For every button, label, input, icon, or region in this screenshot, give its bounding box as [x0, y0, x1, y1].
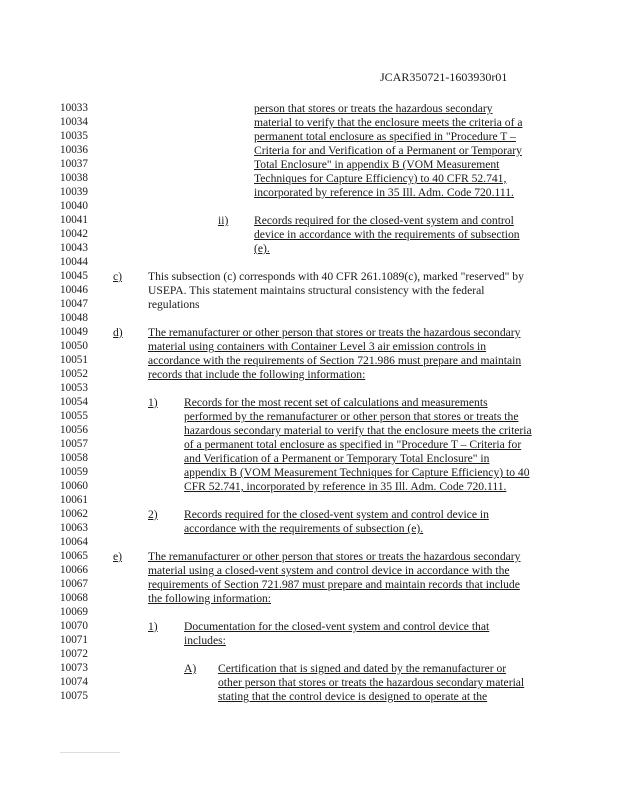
text-line: of a permanent total enclosure as specified in "Procedure T – Criteria for	[184, 438, 522, 451]
line-number: 10041	[60, 214, 88, 226]
line-number: 10075	[60, 690, 88, 702]
text-line: material using a closed-vent system and control device in accordance with the	[148, 564, 510, 577]
text-line: includes:	[184, 634, 226, 647]
line-number: 10036	[60, 144, 88, 156]
line-number: 10064	[60, 536, 88, 548]
line-number: 10040	[60, 200, 88, 212]
line-number: 10062	[60, 508, 88, 520]
line-number: 10069	[60, 606, 88, 618]
footer-rule	[60, 752, 120, 753]
clause-marker: ii)	[218, 214, 229, 227]
line-number: 10045	[60, 270, 88, 282]
line-number: 10055	[60, 410, 88, 422]
text-line: Records required for the closed-vent system and control	[254, 214, 514, 227]
document-id: JCAR350721-1603930r01	[380, 70, 508, 84]
line-number: 10063	[60, 522, 88, 534]
text-line: material to verify that the enclosure meets the criteria of a	[254, 116, 523, 129]
text-line: incorporated by reference in 35 Ill. Adm. Code 720.111.	[254, 186, 514, 199]
text-line: other person that stores or treats the hazardous secondary material	[218, 676, 525, 689]
line-number: 10074	[60, 676, 88, 688]
line-number: 10060	[60, 480, 88, 492]
text-line: regulations	[148, 298, 200, 311]
text-line: permanent total enclosure as specified in "Procedure T –	[254, 130, 516, 143]
text-line: Certification that is signed and dated by the remanufacturer or	[218, 662, 507, 675]
text-line: Records required for the closed-vent system and control device in	[184, 508, 489, 521]
line-number: 10066	[60, 564, 88, 576]
clause-marker: A)	[184, 662, 197, 675]
line-number: 10070	[60, 620, 88, 632]
line-number: 10042	[60, 228, 88, 240]
clause-marker: 1)	[148, 396, 158, 409]
text-line: person that stores or treats the hazardous secondary	[254, 102, 493, 115]
text-line: (e).	[254, 242, 270, 255]
line-number: 10039	[60, 186, 88, 198]
clause-marker: 1)	[148, 620, 158, 633]
line-number: 10059	[60, 466, 88, 478]
text-line: material using containers with Container Level 3 air emission controls in	[148, 340, 487, 353]
text-line: appendix B (VOM Measurement Techniques for Capture Efficiency) to 40	[184, 466, 530, 479]
text-line: Records for the most recent set of calculations and measurements	[184, 396, 488, 409]
line-number: 10071	[60, 634, 88, 646]
line-number: 10046	[60, 284, 88, 296]
text-line: device in accordance with the requirements of subsection	[254, 228, 520, 241]
clause-marker: c)	[113, 270, 123, 283]
text-line: Techniques for Capture Efficiency) to 40 CFR 52.741,	[254, 172, 507, 185]
line-number: 10050	[60, 340, 88, 352]
text-line: Total Enclosure" in appendix B (VOM Measurement	[254, 158, 500, 171]
line-number: 10033	[60, 102, 88, 114]
line-number: 10057	[60, 438, 88, 450]
line-number: 10072	[60, 648, 88, 660]
line-number: 10065	[60, 550, 88, 562]
text-line: USEPA. This statement maintains structural consistency with the federal	[148, 284, 485, 297]
line-number: 10061	[60, 494, 88, 506]
line-number: 10067	[60, 578, 88, 590]
line-number: 10058	[60, 452, 88, 464]
text-line: This subsection (c) corresponds with 40 CFR 261.1089(c), marked "reserved" by	[148, 270, 524, 283]
text-line: records that include the following information:	[148, 368, 366, 381]
clause-marker: 2)	[148, 508, 158, 521]
text-line: The remanufacturer or other person that stores or treats the hazardous secondary	[148, 550, 521, 563]
line-number: 10056	[60, 424, 88, 436]
line-number: 10051	[60, 354, 88, 366]
text-line: performed by the remanufacturer or other person that stores or treats the	[184, 410, 519, 423]
text-line: The remanufacturer or other person that stores or treats the hazardous secondary	[148, 326, 521, 339]
text-line: the following information:	[148, 592, 272, 605]
text-line: Documentation for the closed-vent system and control device that	[184, 620, 490, 633]
text-line: and Verification of a Permanent or Temporary Total Enclosure" in	[184, 452, 490, 465]
text-line: CFR 52.741, incorporated by reference in 35 Ill. Adm. Code 720.111.	[184, 480, 507, 493]
text-line: Criteria for and Verification of a Permanent or Temporary	[254, 144, 522, 157]
line-number: 10053	[60, 382, 88, 394]
line-number: 10038	[60, 172, 88, 184]
line-number: 10073	[60, 662, 88, 674]
line-number: 10048	[60, 312, 88, 324]
text-line: hazardous secondary material to verify that the enclosure meets the criteria	[184, 424, 532, 437]
line-number: 10052	[60, 368, 88, 380]
text-line: requirements of Section 721.987 must prepare and maintain records that include	[148, 578, 520, 591]
line-number: 10044	[60, 256, 88, 268]
line-number: 10049	[60, 326, 88, 338]
line-number: 10034	[60, 116, 88, 128]
line-number: 10043	[60, 242, 88, 254]
line-number: 10035	[60, 130, 88, 142]
text-line: accordance with the requirements of subsection (e).	[184, 522, 424, 535]
text-line: accordance with the requirements of Section 721.986 must prepare and maintain	[148, 354, 522, 367]
line-number: 10047	[60, 298, 88, 310]
text-line: stating that the control device is designed to operate at the	[218, 690, 488, 703]
line-number: 10068	[60, 592, 88, 604]
clause-marker: d)	[113, 326, 123, 339]
clause-marker: e)	[113, 550, 123, 563]
line-number: 10054	[60, 396, 88, 408]
line-number: 10037	[60, 158, 88, 170]
